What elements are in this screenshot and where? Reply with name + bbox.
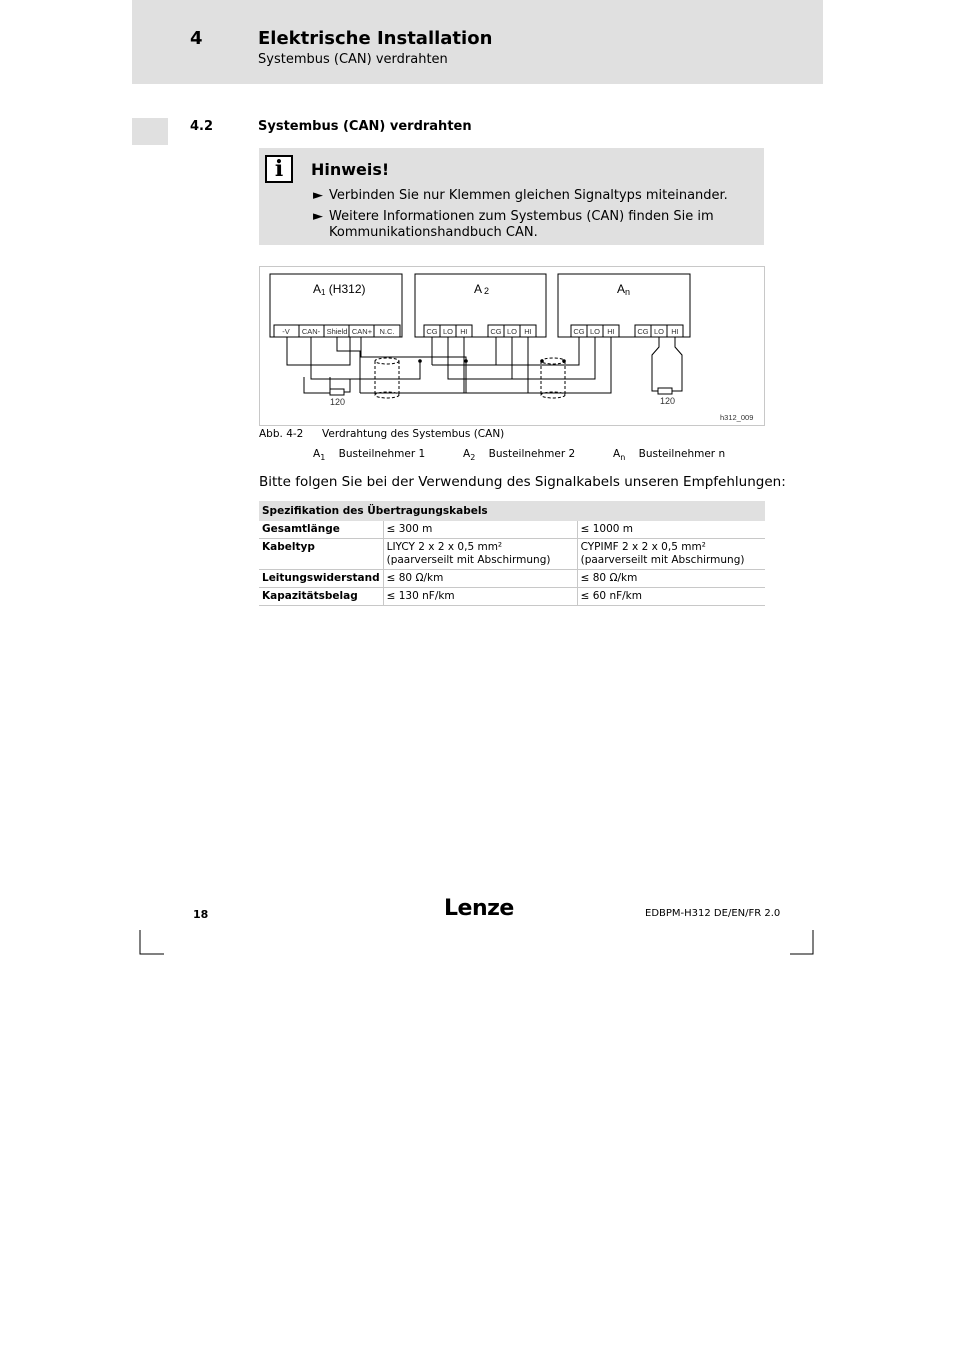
svg-text:CAN-: CAN- — [301, 327, 321, 336]
wiring-figure — [259, 266, 765, 426]
recommendation-paragraph: Bitte folgen Sie bei der Verwendung des Signalkabels unseren Empfehlungen: — [259, 474, 786, 490]
chapter-title: Elektrische Installation — [258, 28, 493, 49]
resistor-label-1: 120 — [330, 397, 346, 407]
svg-text:CG: CG — [490, 327, 502, 336]
legend-item-an: $A_n$ Busteilnehmer n — [613, 448, 726, 463]
crop-mark-left — [138, 930, 168, 960]
document-id: EDBPM-H312 DE/EN/FR 2.0 — [645, 908, 781, 919]
info-i-icon: i — [265, 155, 293, 183]
chapter-subtitle: Systembus (CAN) verdrahten — [258, 52, 448, 67]
page-number: 18 — [193, 908, 209, 921]
side-tab-marker — [132, 118, 168, 145]
svg-text:HI: HI — [671, 327, 679, 336]
section-number: 4.2 — [190, 119, 214, 134]
cable-spec-table — [259, 501, 765, 606]
legend-item-a2: $A_2$ Busteilnehmer 2 — [463, 448, 576, 463]
svg-text:HI: HI — [607, 327, 615, 336]
svg-text:CG: CG — [426, 327, 438, 336]
caption-number: Abb. 4-2 — [259, 428, 304, 440]
resistor-label-2: 120 — [660, 396, 676, 406]
table-row: Gesamtlänge ≤ 300 m ≤ 1000 m — [259, 521, 765, 539]
note-bullet-2-cont: Kommunikationshandbuch CAN. — [329, 225, 538, 240]
svg-text:CG: CG — [573, 327, 585, 336]
note-bullet-2: Weitere Informationen zum Systembus (CAN) finden Sie im — [329, 209, 714, 224]
svg-text:LO: LO — [442, 327, 454, 336]
svg-text:Shield: Shield — [326, 327, 348, 336]
chapter-number: 4 — [190, 28, 203, 49]
svg-text:LO: LO — [589, 327, 601, 336]
bullet-glyph: ► — [313, 209, 323, 224]
note-bullet-1: Verbinden Sie nur Klemmen gleichen Signaltyps miteinander. — [329, 188, 728, 203]
crop-mark-right — [788, 930, 818, 960]
svg-text:HI: HI — [460, 327, 468, 336]
svg-text:N.C.: N.C. — [379, 327, 395, 336]
bullet-glyph: ► — [313, 188, 323, 203]
svg-text:LO: LO — [653, 327, 665, 336]
device-label-a1: A1 (H312) — [313, 282, 366, 297]
device-label-an: An — [617, 282, 631, 297]
device-label-a2: A 2 — [474, 282, 490, 296]
wiring-diagram — [260, 267, 764, 425]
figure-id-label: h312_009 — [720, 413, 754, 422]
svg-text:CG: CG — [637, 327, 649, 336]
table-row: Kabeltyp LIYCY 2 x 2 x 0,5 mm² (paarverseilt mit Abschirmung) CYPIMF 2 x 2 x 0,5 mm² (paarverseilt mit Abschirmung) — [259, 539, 765, 570]
caption-text: Verdrahtung des Systembus (CAN) — [322, 428, 505, 440]
table-row: Leitungswiderstand ≤ 80 Ω/km ≤ 80 Ω/km — [259, 570, 765, 588]
section-title: Systembus (CAN) verdrahten — [258, 119, 472, 134]
svg-text:HI: HI — [524, 327, 532, 336]
svg-text:LO: LO — [506, 327, 518, 336]
table-row: Kapazitätsbelag ≤ 130 nF/km ≤ 60 nF/km — [259, 588, 765, 606]
svg-text:CAN+: CAN+ — [351, 327, 373, 336]
note-title: Hinweis! — [311, 160, 390, 179]
legend-item-a1: $A_1$ Busteilnehmer 1 — [313, 448, 426, 463]
figure-caption — [259, 428, 504, 440]
svg-text:-V: -V — [282, 327, 290, 336]
lenze-logo: Lenze — [444, 896, 514, 921]
table-header: Spezifikation des Übertragungskabels — [259, 501, 765, 521]
